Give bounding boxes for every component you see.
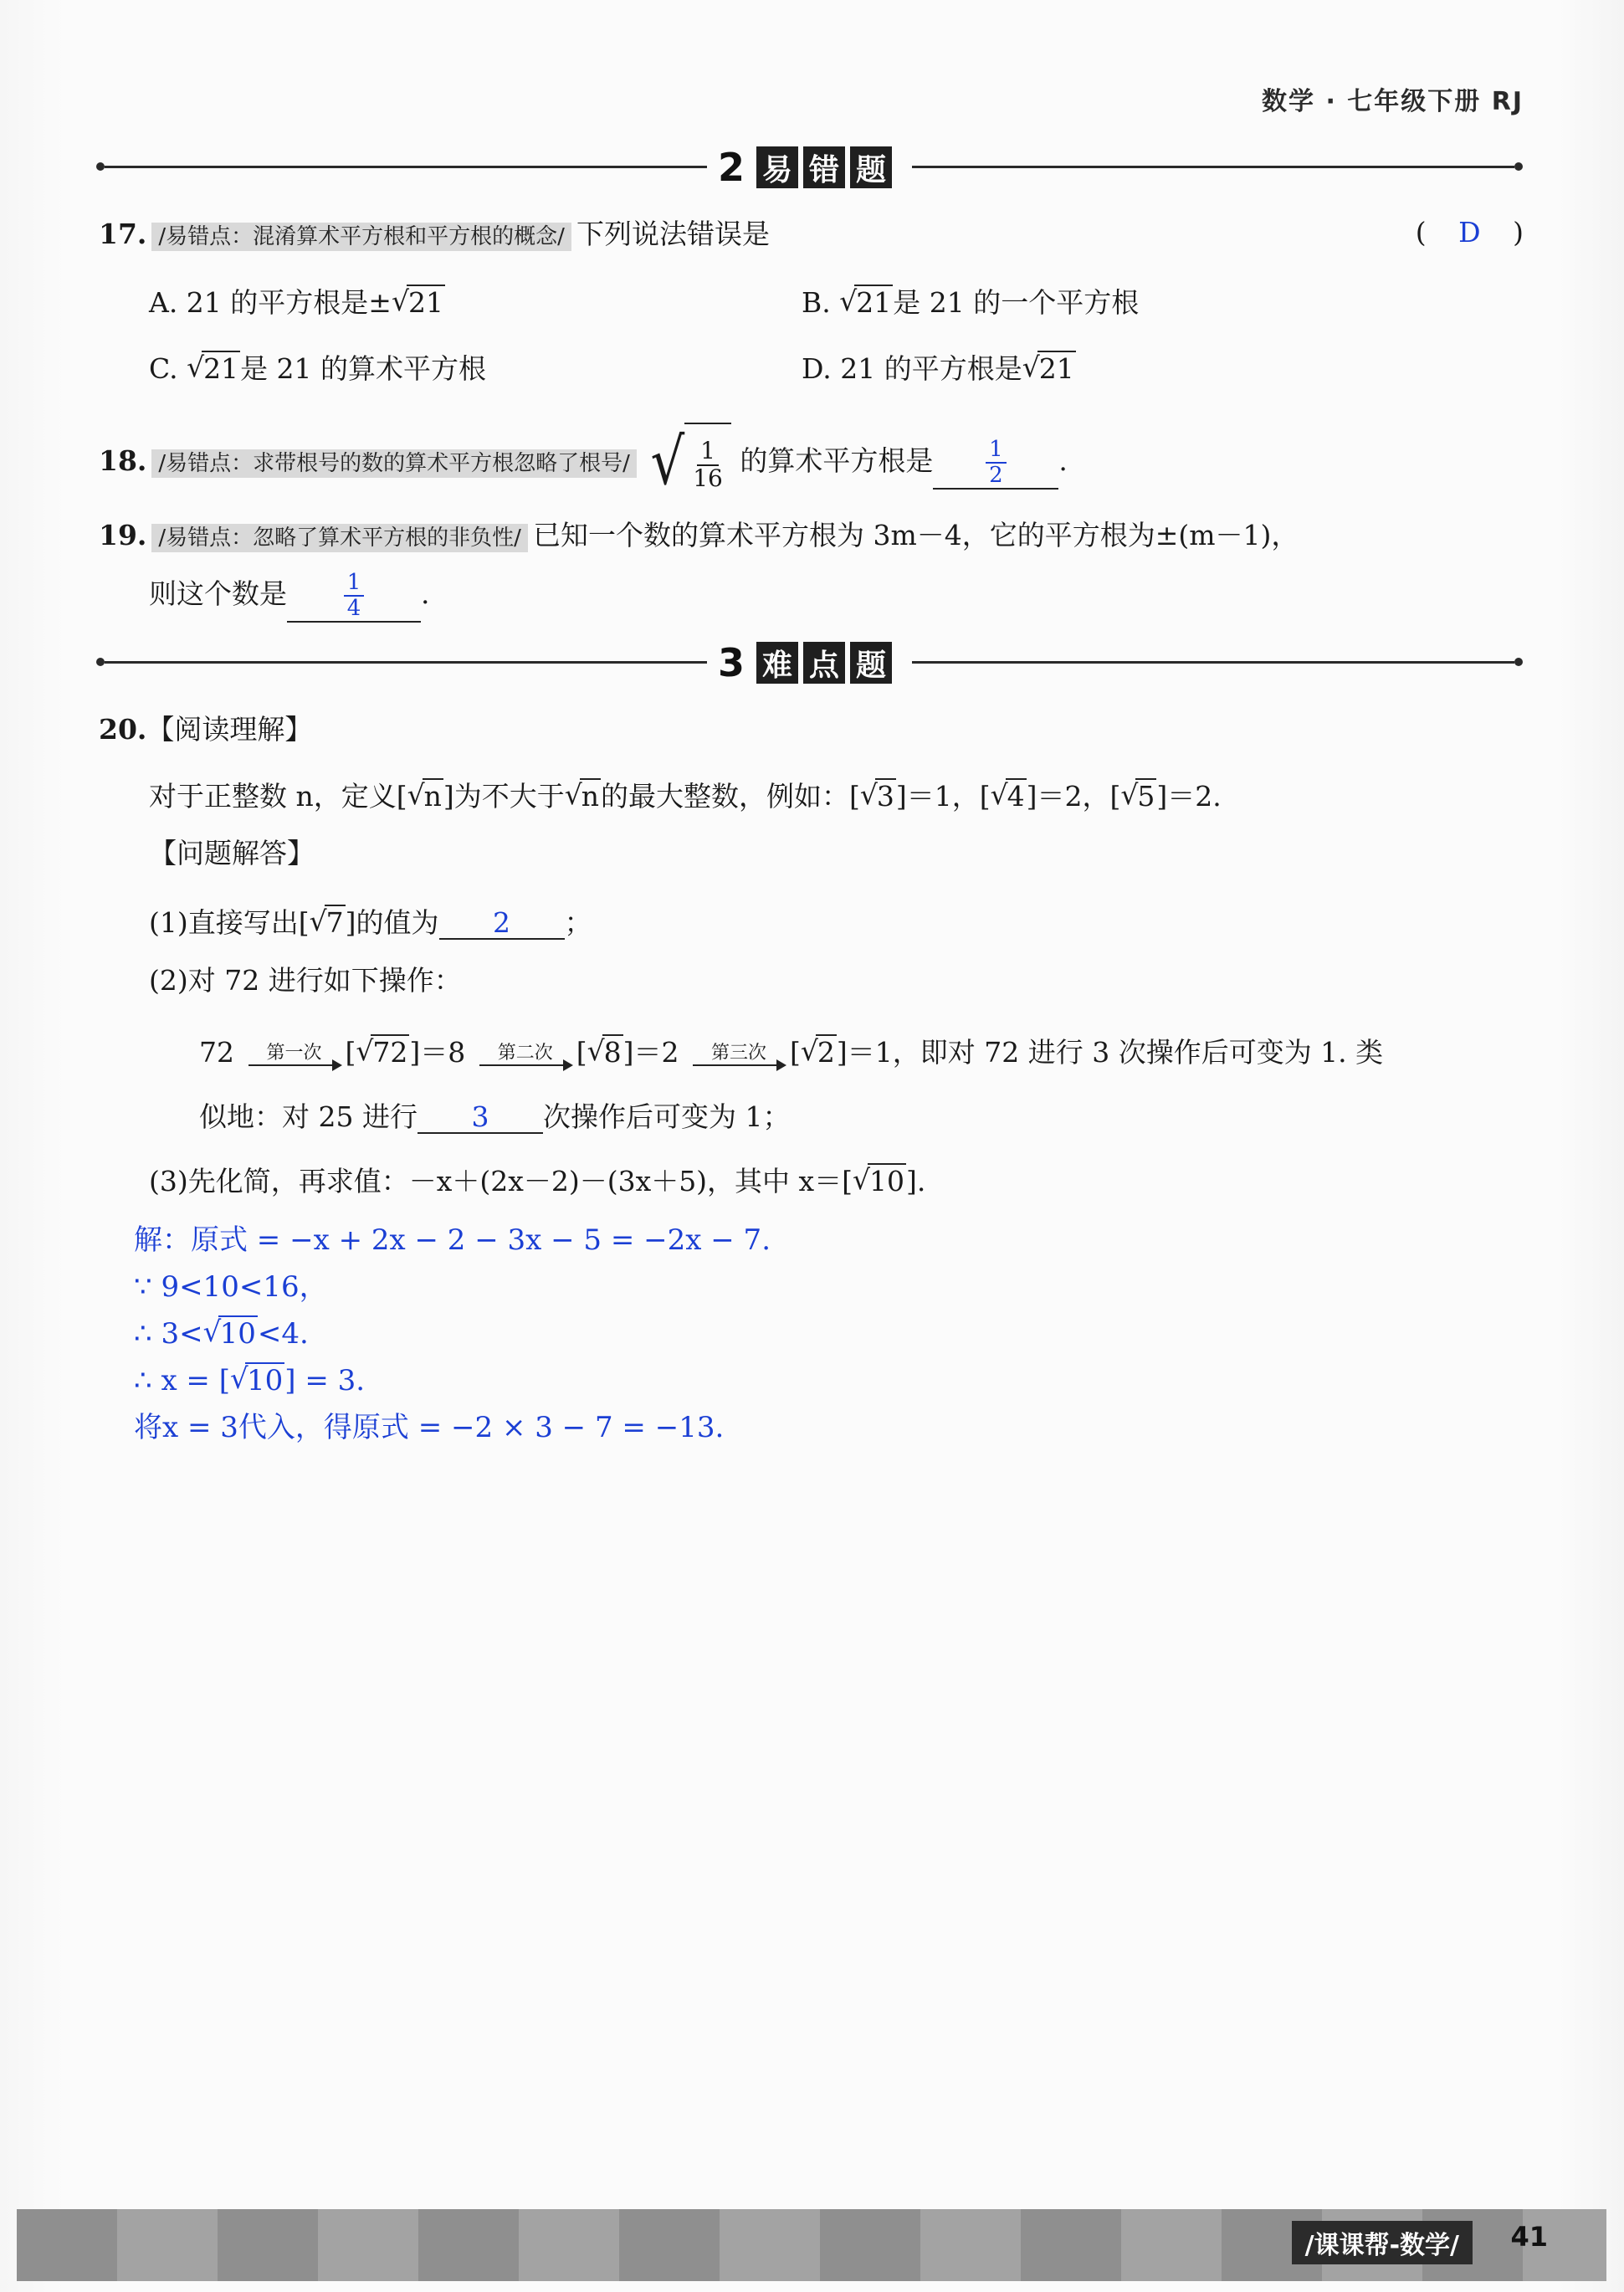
radicand: 3: [876, 780, 894, 813]
radicand: n: [423, 780, 442, 813]
arrow-icon: [248, 1064, 341, 1066]
question-number: 20.: [99, 713, 147, 746]
section-2-label: [711, 144, 892, 191]
section-number: 3: [718, 640, 745, 685]
sub-title: 【问题解答】: [149, 837, 315, 869]
solution-text: ] = 3.: [284, 1364, 366, 1397]
text: ]＝2，[: [1026, 780, 1121, 813]
radicand: 10: [869, 1165, 905, 1197]
answer-fraction: [344, 571, 365, 620]
text: ]＝2: [622, 1036, 679, 1069]
solution-text: <4.: [257, 1317, 309, 1351]
question-heading: 【阅读理解】: [146, 713, 313, 746]
radicand: 4: [1007, 780, 1025, 813]
option-text: C.: [149, 352, 187, 385]
radicand: 21: [856, 286, 892, 319]
denominator: 16: [693, 464, 723, 492]
text: (3)先化简，再求值：－x＋(2x－2)－(3x＋5)，其中 x＝[: [149, 1165, 853, 1197]
solution-text: ∴ x = [: [134, 1364, 230, 1397]
radical: [853, 1163, 906, 1200]
arrow-step-2: [479, 1043, 571, 1066]
question-17-stem: [99, 216, 770, 255]
radical: [1022, 352, 1076, 385]
arrow-label: 第三次: [710, 1043, 766, 1064]
option-a: [149, 281, 445, 320]
radical: [860, 778, 896, 815]
rule-dot: [1514, 658, 1523, 666]
page-header-title: 数学 · 七年级下册 RJ: [1262, 87, 1524, 116]
arrow-label: 第一次: [266, 1043, 322, 1064]
solution-line-4: [134, 1362, 365, 1399]
radicand: 10: [219, 1317, 256, 1351]
sub-heading: [149, 835, 315, 872]
radical: [230, 1362, 284, 1399]
radicand: 5: [1137, 780, 1155, 813]
radical: [839, 286, 893, 319]
text: ]为不大于: [443, 780, 565, 813]
text: [: [576, 1036, 587, 1069]
text: ]的值为: [345, 906, 439, 939]
option-text: 是 21 的一个平方根: [893, 286, 1140, 319]
radicand: [684, 423, 731, 503]
text: 似地：对 25 进行: [199, 1100, 418, 1133]
radical: [565, 778, 601, 815]
text: 的最大整数，例如：[: [601, 780, 860, 813]
rule-dot: [1514, 162, 1523, 171]
text: ]＝2.: [1156, 780, 1222, 813]
option-text: A. 21 的平方根是±: [149, 286, 392, 319]
option-text: B.: [802, 286, 840, 319]
text: ]＝1，[: [895, 780, 991, 813]
radical: [392, 286, 445, 319]
option-text: D. 21 的平方根是: [802, 352, 1022, 385]
section-char: 点: [803, 642, 845, 684]
rule-line: [912, 166, 1514, 168]
answer-fraction: [986, 438, 1007, 487]
solution-text: 将x = 3代入，得原式 = −2 × 3 − 7 = −13.: [134, 1411, 725, 1444]
arrow-icon: [479, 1064, 571, 1066]
option-d: [802, 347, 1076, 387]
section-char: 错: [803, 146, 845, 188]
option-b: [802, 281, 1139, 320]
radical-sign: √: [650, 425, 685, 500]
rule-line: [912, 661, 1514, 664]
radicand: 21: [407, 286, 443, 319]
radical: [356, 1028, 409, 1078]
paren-left: (: [1415, 216, 1427, 249]
text: ].: [906, 1165, 926, 1197]
solution-line-2: [134, 1269, 328, 1305]
radical: [407, 778, 443, 815]
rule-dot: [96, 162, 105, 171]
question-19-line1: [99, 517, 1299, 556]
radical: [991, 778, 1027, 815]
text: (1)直接写出[: [149, 906, 310, 939]
question-19-line2: [149, 569, 430, 623]
question-text: 下列说法错误是: [576, 218, 770, 250]
section-char: 题: [850, 146, 892, 188]
numerator: 1: [986, 438, 1007, 464]
question-number: 17.: [99, 218, 147, 250]
solution-line-3: [134, 1315, 309, 1352]
answer-blank: [439, 908, 565, 940]
question-number: 18.: [99, 444, 147, 477]
question-text: 则这个数是: [149, 577, 287, 610]
radical: [801, 1028, 837, 1078]
part-2-operations: [199, 1028, 1383, 1078]
answer-bracket: [1416, 216, 1524, 249]
radical: [187, 352, 240, 385]
radical: [587, 1028, 623, 1078]
answer-blank: [933, 438, 1058, 489]
part-2-line2: [199, 1096, 790, 1138]
footer-brand: /课课帮-数学/: [1292, 2221, 1473, 2264]
paren-right: ): [1513, 216, 1524, 249]
answer-value: 2: [493, 906, 510, 939]
answer-choice: D: [1458, 216, 1481, 249]
section-number: 2: [718, 145, 745, 190]
radical: [310, 902, 346, 944]
text: [: [345, 1036, 356, 1069]
arrow-step-1: [248, 1043, 341, 1066]
option-c: [149, 347, 486, 387]
arrow-label: 第二次: [497, 1043, 553, 1064]
section-char: 题: [850, 642, 892, 684]
page-footer: [17, 2209, 1606, 2281]
part-3: [149, 1163, 925, 1200]
period: .: [1058, 444, 1068, 477]
denominator: 4: [346, 596, 361, 621]
question-number: 19.: [99, 519, 147, 551]
question-text: 的算术平方根是: [740, 444, 934, 477]
numerator: 1: [344, 571, 365, 597]
radicand: 21: [203, 352, 239, 385]
radicand: 10: [246, 1364, 284, 1397]
answer-value: 3: [471, 1100, 489, 1133]
section-char: 难: [756, 642, 798, 684]
option-text: 是 21 的算术平方根: [240, 352, 487, 385]
radicand: 7: [325, 906, 344, 939]
text: 72: [199, 1036, 234, 1069]
arrow-step-3: [693, 1043, 785, 1066]
section-3-header: [96, 639, 1523, 686]
question-20-title: [99, 711, 312, 748]
question-18: [99, 423, 1068, 503]
section-3-label: [711, 639, 892, 686]
rule-dot: [96, 658, 105, 666]
period: .: [421, 577, 430, 610]
mistake-tag: /易错点：求带根号的数的算术平方根忽略了根号/: [151, 449, 637, 478]
rule-line: [105, 166, 707, 168]
radicand: 2: [817, 1036, 835, 1069]
text: ]＝8: [409, 1036, 466, 1069]
text: [: [790, 1036, 801, 1069]
page-number: 41: [1510, 2221, 1548, 2253]
part-2-title: [149, 962, 462, 999]
radical: [203, 1315, 258, 1352]
rule-line: [105, 661, 707, 664]
numerator: 1: [697, 438, 719, 466]
definition-line: [149, 778, 1222, 815]
solution-line-5: [134, 1409, 724, 1446]
solution-text: ∴ 3<: [134, 1317, 203, 1351]
answer-blank: [287, 571, 421, 622]
part-1: [149, 902, 592, 944]
text: ]＝1，即对 72 进行 3 次操作后可变为 1. 类: [836, 1036, 1384, 1069]
solution-text: ∵ 9<10<16，: [134, 1270, 328, 1304]
arrow-icon: [693, 1064, 785, 1066]
text: (2)对 72 进行如下操作：: [149, 964, 462, 997]
mistake-tag: /易错点：忽略了算术平方根的非负性/: [151, 524, 528, 552]
text: 对于正整数 n，定义[: [149, 780, 407, 813]
radical-fraction: [650, 423, 730, 503]
mistake-tag: /易错点：混淆算术平方根和平方根的概念/: [151, 223, 571, 251]
text: 次操作后可变为 1；: [542, 1100, 791, 1133]
section-char: 易: [756, 146, 798, 188]
section-2-header: [96, 144, 1523, 191]
question-text: 已知一个数的算术平方根为 3m－4，它的平方根为±(m－1)，: [532, 519, 1299, 551]
text: ；: [564, 906, 592, 939]
radical: [1120, 778, 1156, 815]
fraction: [689, 438, 726, 492]
radicand: 8: [603, 1036, 622, 1069]
solution-line-1: [134, 1222, 771, 1259]
denominator: 2: [989, 463, 1003, 488]
radicand: 21: [1038, 352, 1074, 385]
radicand: n: [581, 780, 600, 813]
radicand: 72: [372, 1036, 408, 1069]
answer-blank: [418, 1102, 543, 1134]
solution-text: 解：原式 = −x + 2x − 2 − 3x − 5 = −2x − 7.: [134, 1223, 771, 1257]
